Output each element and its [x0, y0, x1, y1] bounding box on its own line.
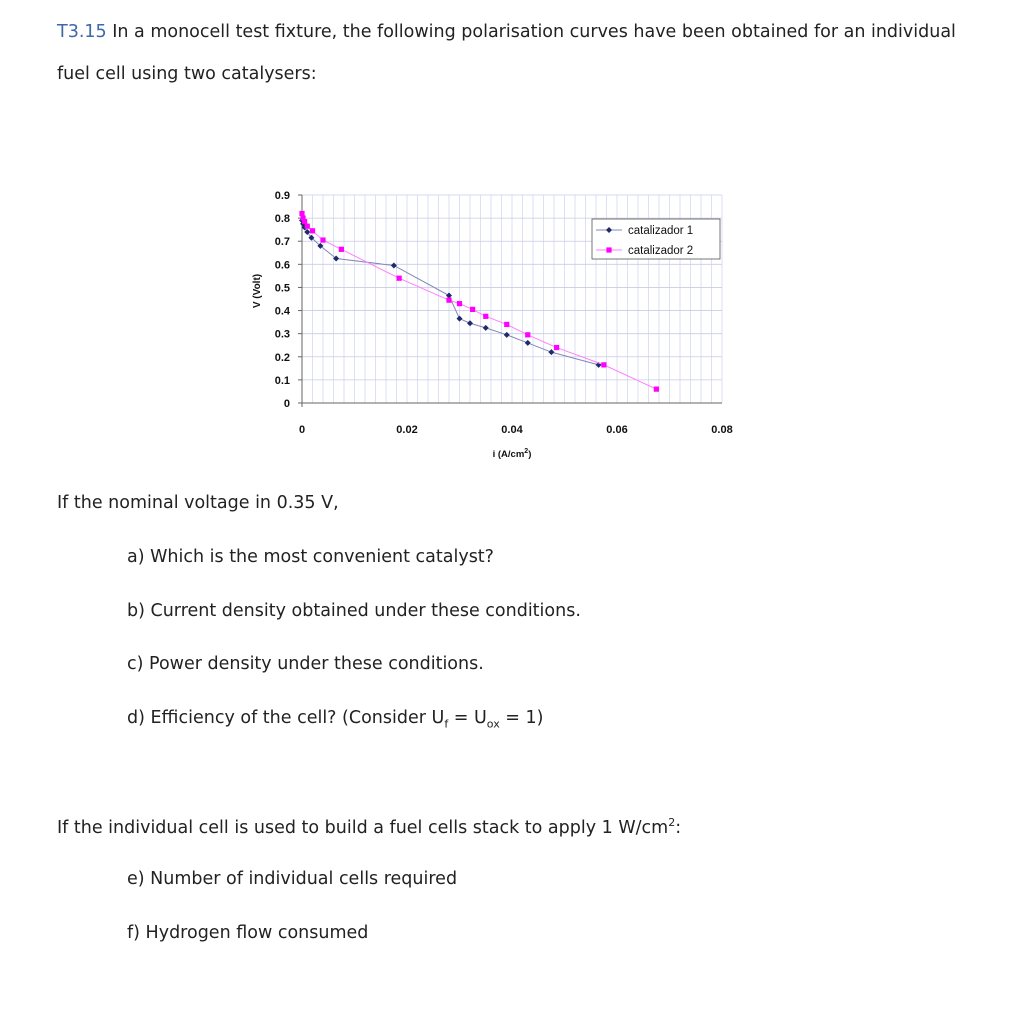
- data-point-catalizador-2: [310, 228, 315, 233]
- question-d-sub-ox: ox: [486, 717, 500, 731]
- x-tick-label: 0: [298, 424, 306, 436]
- y-tick-label: 0.6: [274, 259, 290, 272]
- y-tick-label: 0: [283, 398, 290, 410]
- question-d-text: d) Efficiency of the cell? (Consider U: [127, 708, 445, 728]
- data-point-catalizador-2: [654, 387, 659, 392]
- y-tick-label: 0.8: [274, 213, 290, 226]
- question-d-mid: = U: [448, 708, 487, 728]
- data-point-catalizador-2: [339, 247, 344, 252]
- nominal-voltage-text: If the nominal voltage in 0.35 V,: [57, 493, 339, 513]
- x-tick-label: 0.08: [711, 424, 733, 436]
- x-tick-label: 0.04: [501, 424, 523, 436]
- legend-label: catalizador 1: [628, 225, 694, 237]
- x-axis-label-sup: 2: [524, 448, 529, 455]
- data-point-catalizador-2: [299, 211, 304, 216]
- question-d-end: = 1): [499, 708, 544, 728]
- question-d-sub-f: f: [444, 717, 449, 731]
- data-point-catalizador-2: [302, 219, 307, 224]
- x-tick-label: 0.02: [396, 424, 418, 436]
- stack-intro-main: If the individual cell is used to build a fuel cells stack to apply 1 W/cm: [57, 817, 669, 838]
- question-e: e) Number of individual cells required: [127, 869, 458, 889]
- legend-label: catalizador 2: [628, 245, 694, 257]
- data-point-catalizador-2: [470, 307, 475, 312]
- data-point-catalizador-2: [457, 301, 462, 306]
- data-point-catalizador-2: [483, 314, 488, 319]
- data-point-catalizador-2: [305, 224, 310, 229]
- legend-marker: [606, 247, 611, 252]
- y-tick-label: 0.5: [274, 282, 290, 295]
- x-axis-label-end: ): [528, 449, 532, 460]
- stack-intro-colon: :: [675, 817, 682, 838]
- data-point-catalizador-2: [397, 276, 402, 281]
- y-tick-label: 0.4: [274, 305, 290, 318]
- problem-intro-line-2: fuel cell using two catalysers:: [57, 64, 317, 84]
- data-point-catalizador-2: [554, 345, 559, 350]
- y-tick-label: 0.3: [274, 328, 290, 341]
- question-d: [127, 708, 543, 731]
- data-point-catalizador-2: [446, 298, 451, 303]
- data-point-catalizador-2: [504, 322, 509, 327]
- y-tick-label: 0.1: [274, 374, 290, 387]
- stack-intro-sup: 2: [668, 816, 676, 829]
- data-point-catalizador-2: [601, 362, 606, 367]
- x-tick-label: 0.06: [606, 424, 628, 436]
- y-tick-label: 0.9: [274, 190, 290, 202]
- question-c: c) Power density under these conditions.: [127, 654, 484, 674]
- stack-intro-text: [57, 816, 681, 838]
- intro-text: In a monocell test fixture, the following polarisation curves have been obtained for an individual: [112, 22, 956, 42]
- x-axis-label: [493, 448, 532, 460]
- question-b: b) Current density obtained under these conditions.: [127, 601, 581, 621]
- x-axis-label-text: i (A/cm: [492, 449, 525, 460]
- question-f: f) Hydrogen flow consumed: [127, 923, 369, 943]
- y-tick-label: 0.2: [274, 351, 290, 364]
- question-a: a) Which is the most convenient catalyst?: [127, 547, 494, 567]
- problem-intro-line-1: [57, 22, 956, 42]
- data-point-catalizador-2: [320, 237, 325, 242]
- problem-id: T3.15: [57, 22, 107, 42]
- polarisation-chart: [220, 180, 760, 470]
- y-tick-label: 0.7: [274, 236, 290, 249]
- data-point-catalizador-2: [525, 332, 530, 337]
- y-axis-label: V (Volt): [252, 273, 263, 309]
